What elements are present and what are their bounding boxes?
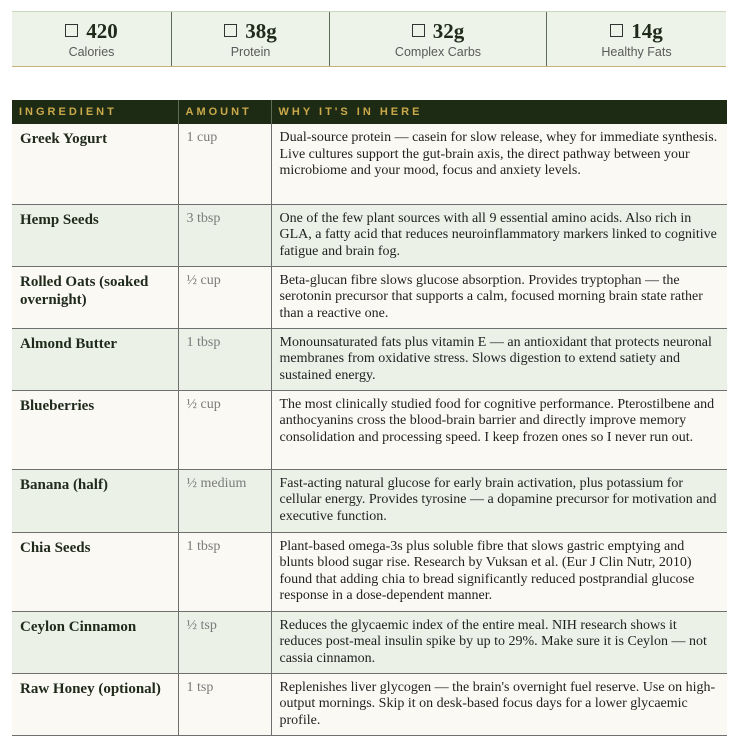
ingredient-amount: ½ medium	[178, 469, 271, 532]
ingredient-reason: Replenishes liver glycogen — the brain's overnight fuel reserve. Use on high-output mornings. Skip it on desk-based focus days for a lower glycaemic profile.	[271, 673, 727, 735]
stat-label: Complex Carbs	[394, 45, 482, 59]
ingredient-reason: Reduces the glycaemic index of the entire meal. NIH research shows it reduces post-meal insulin spike by up to 29%. Make sure it is Ceylon — not cassia cinnamon.	[271, 611, 727, 673]
table-row	[12, 611, 727, 673]
stat-label: Calories	[68, 45, 115, 59]
ingredient-reason: One of the few plant sources with all 9 essential amino acids. Also rich in GLA, a fatty acid that reduces neuroinflammatory markers linked to cognitive fatigue and brain fog.	[271, 204, 727, 266]
ingredient-amount: ½ cup	[178, 266, 271, 328]
ingredient-amount: 1 tsp	[178, 673, 271, 735]
nutrition-summary	[12, 11, 726, 67]
ingredient-amount: ½ cup	[178, 390, 271, 469]
table-row	[12, 673, 727, 735]
header-why: WHY IT'S IN HERE	[271, 100, 727, 124]
stat-value: 14g	[631, 19, 663, 43]
checkbox-icon[interactable]	[610, 24, 623, 37]
ingredient-name: Blueberries	[12, 390, 178, 469]
table-row	[12, 204, 727, 266]
ingredient-reason: Plant-based omega-3s plus soluble fibre that slows gastric emptying and blunts blood sugar rise. Research by Vuksan et al. (Eur J Clin Nutr, 2010) found that adding chia to bread significantly reduced postprandial glucose response in a dose-dependent manner.	[271, 532, 727, 611]
table-row	[12, 469, 727, 532]
ingredient-name: Raw Honey (optional)	[12, 673, 178, 735]
table-header-row	[12, 100, 727, 124]
table-row	[12, 390, 727, 469]
ingredient-reason: Beta-glucan fibre slows glucose absorption. Provides tryptophan — the serotonin precursor that supports a calm, focused morning brain state rather than a reactive one.	[271, 266, 727, 328]
checkbox-icon[interactable]	[65, 24, 78, 37]
header-ingredient: INGREDIENT	[12, 100, 178, 124]
checkbox-icon[interactable]	[412, 24, 425, 37]
ingredient-reason: Fast-acting natural glucose for early brain activation, plus potassium for cellular energy. Provides tyrosine — a dopamine precursor for motivation and executive function.	[271, 469, 727, 532]
ingredient-amount: 1 cup	[178, 124, 271, 204]
ingredient-reason: The most clinically studied food for cognitive performance. Pterostilbene and anthocyanins cross the blood-brain barrier and directly improve memory consolidation and processing speed. I keep frozen ones so I never run out.	[271, 390, 727, 469]
header-amount: AMOUNT	[178, 100, 271, 124]
checkbox-icon[interactable]	[224, 24, 237, 37]
ingredient-name: Chia Seeds	[12, 532, 178, 611]
ingredient-name: Almond Butter	[12, 328, 178, 390]
table-row	[12, 532, 727, 611]
stat-complex-carbs	[330, 12, 547, 66]
ingredient-name: Greek Yogurt	[12, 124, 178, 204]
table-row	[12, 266, 727, 328]
ingredient-name: Rolled Oats (soaked overnight)	[12, 266, 178, 328]
ingredient-amount: 1 tbsp	[178, 532, 271, 611]
ingredient-name: Banana (half)	[12, 469, 178, 532]
ingredient-amount: 3 tbsp	[178, 204, 271, 266]
stat-calories	[12, 12, 172, 66]
ingredient-name: Ceylon Cinnamon	[12, 611, 178, 673]
stat-value: 420	[86, 19, 118, 43]
stat-value: 32g	[432, 19, 465, 43]
table-row	[12, 328, 727, 390]
stat-protein	[172, 12, 330, 66]
stat-healthy-fats	[547, 12, 726, 66]
stat-label: Protein	[230, 45, 271, 59]
ingredient-name: Hemp Seeds	[12, 204, 178, 266]
ingredient-amount: ½ tsp	[178, 611, 271, 673]
ingredient-amount: 1 tbsp	[178, 328, 271, 390]
ingredients-table	[12, 100, 727, 736]
stat-label: Healthy Fats	[601, 45, 672, 59]
ingredient-reason: Monounsaturated fats plus vitamin E — an antioxidant that protects neuronal membranes from oxidative stress. Slows digestion to extend satiety and sustained energy.	[271, 328, 727, 390]
stat-value: 38g	[245, 19, 277, 43]
table-row	[12, 124, 727, 204]
ingredient-reason: Dual-source protein — casein for slow release, whey for immediate synthesis. Live cultures support the gut-brain axis, the direct pathway between your microbiome and your mood, focus and anxiety levels.	[271, 124, 727, 204]
